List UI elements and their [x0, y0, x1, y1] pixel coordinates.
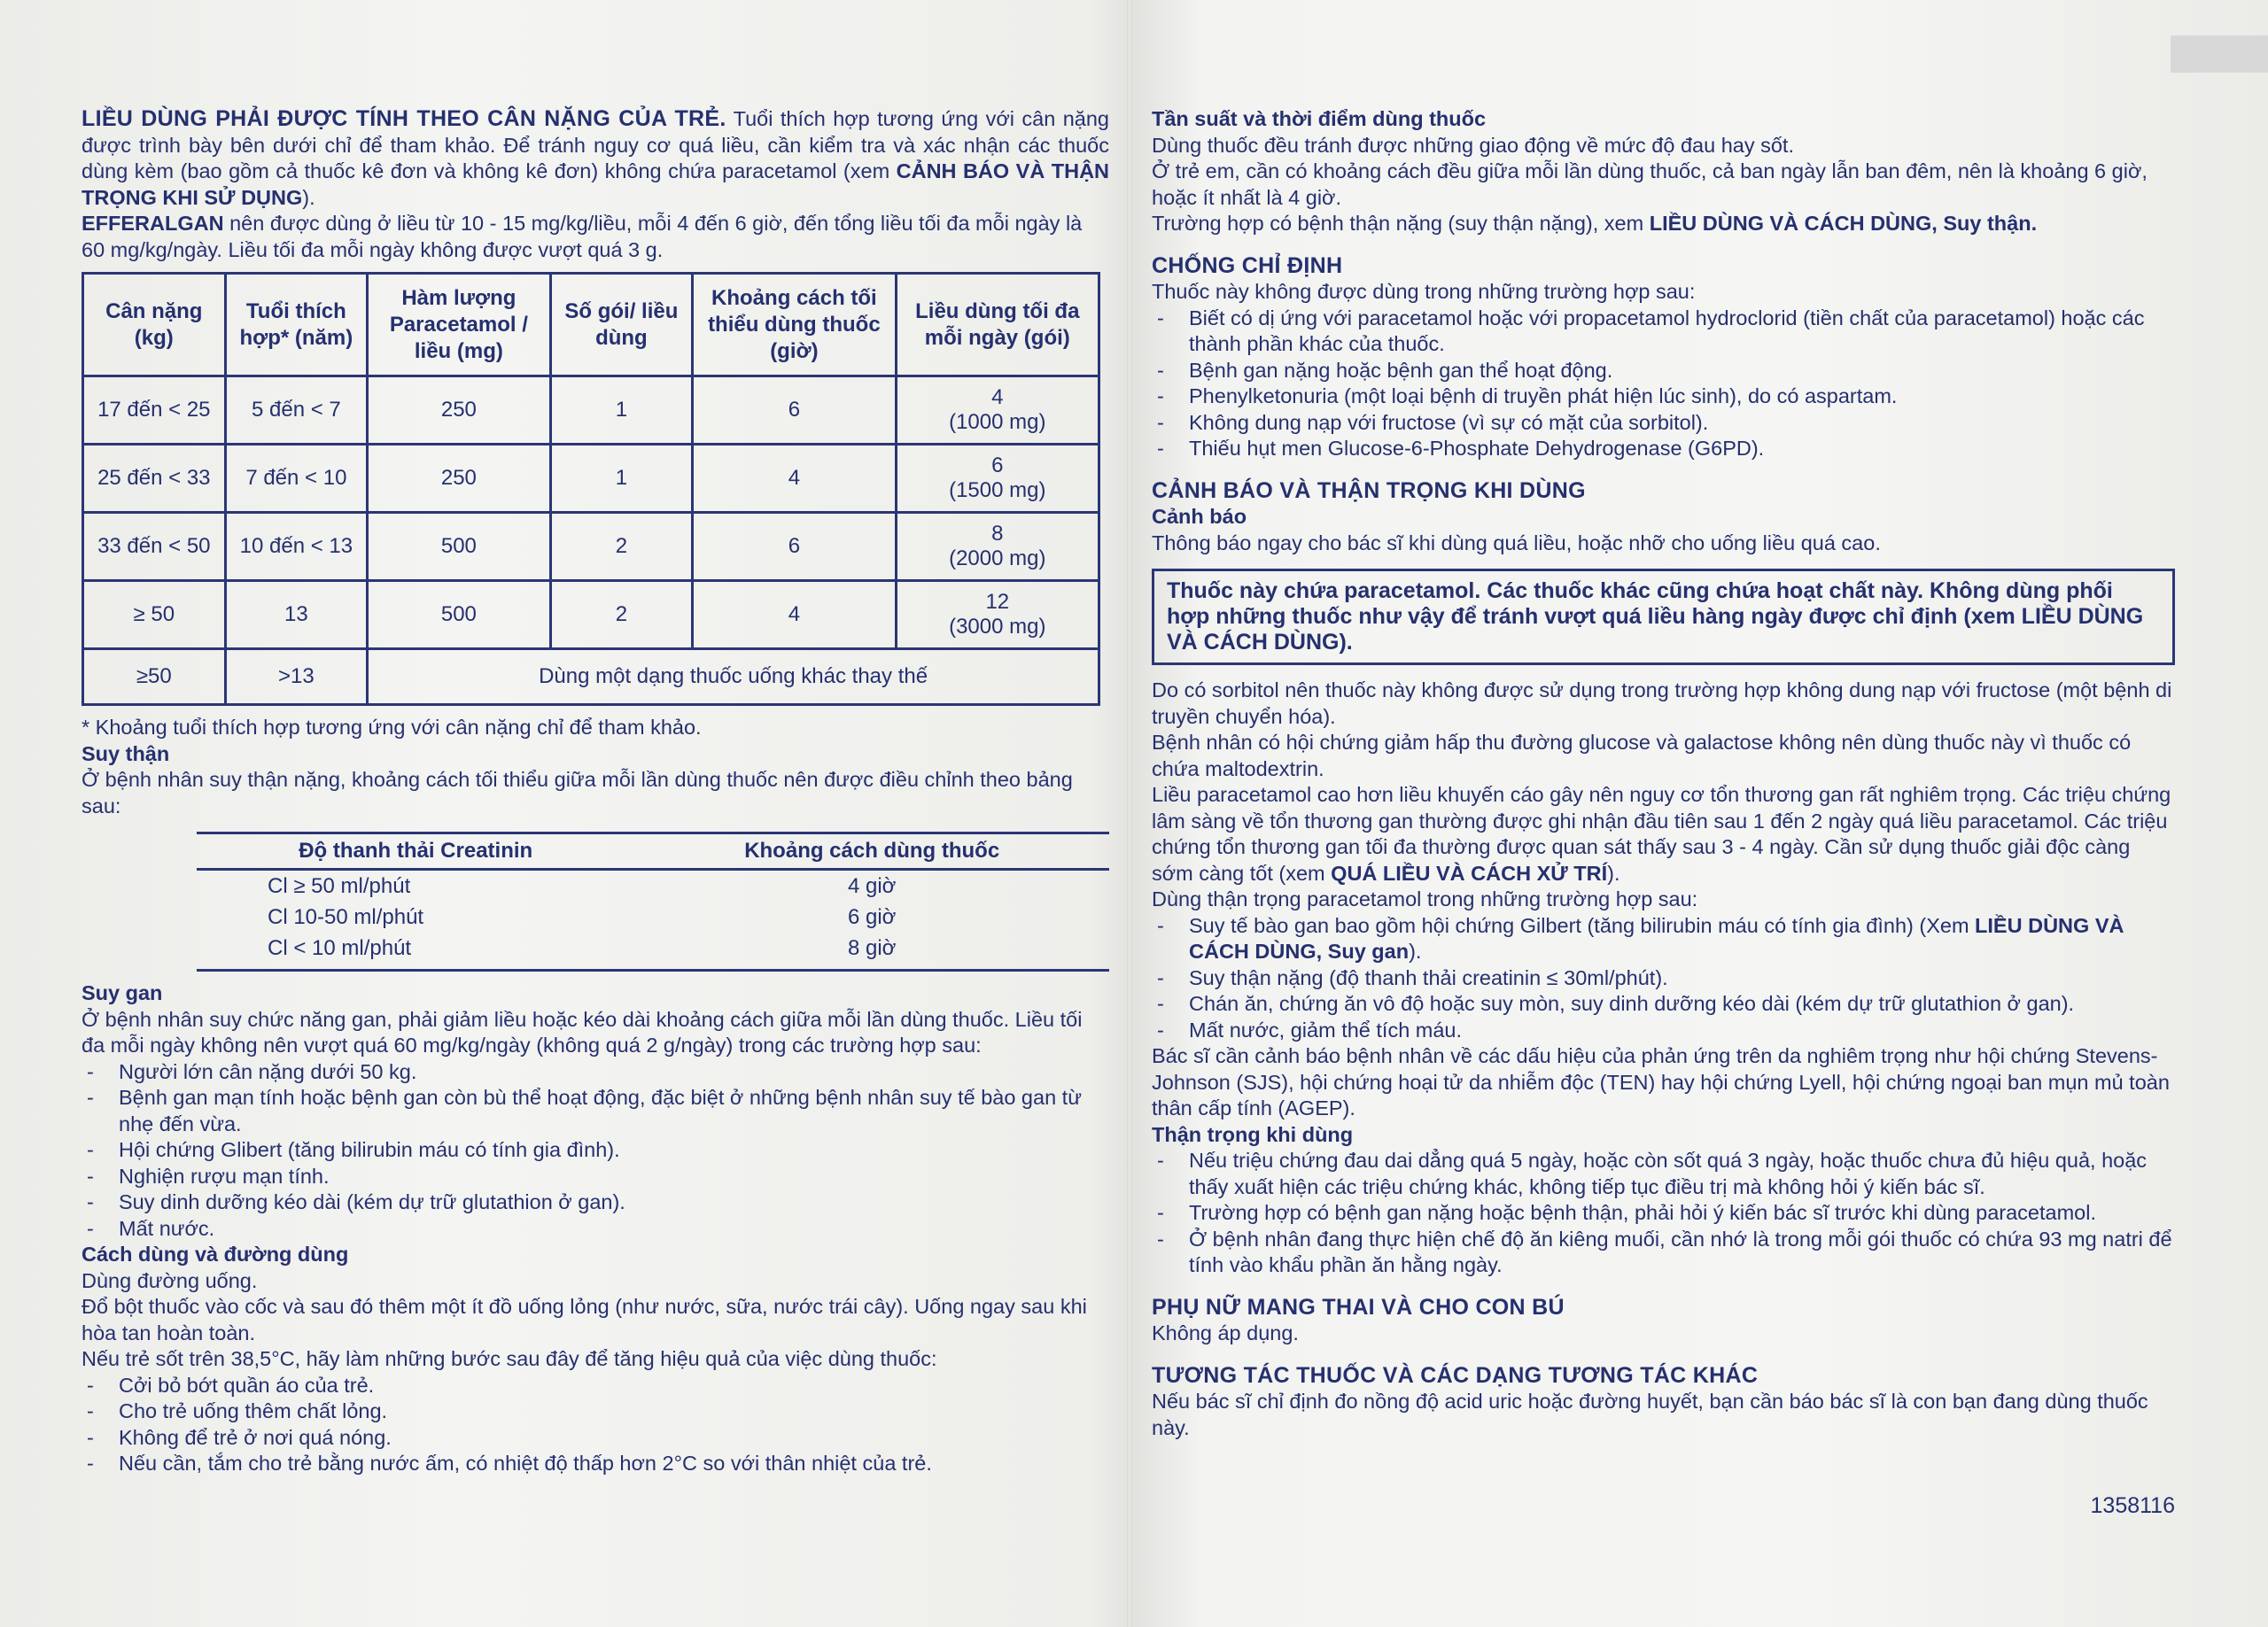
paracetamol-warning-box: Thuốc này chứa paracetamol. Các thuốc khác cũng chứa hoạt chất này. Không dùng phối hợp những thuốc như vậy để tránh vượt quá liều hàng ngày được chỉ định (xem LIỀU DÙNG VÀ CÁCH DÙNG). [1152, 569, 2175, 665]
right-column: Tần suất và thời điểm dùng thuốc Dùng thuốc đều tránh được những giao động về mức độ đau hay sốt. Ở trẻ em, cần có khoảng cách đều giữa mỗi lần dùng thuốc, cả ban ngày lẫn ban đêm, nên là khoảng 6 giờ, hoặc ít nhất là 4 giờ. Trường hợp có bệnh thận nặng (suy thận nặng), xem LIỀU DÙNG VÀ CÁCH DÙNG, Suy thận. CHỐNG CHỈ ĐỊNH Thuốc này không được dùng trong những trường hợp sau: - Biết có dị ứng với paracetamol hoặc với propacetamol hydroclorid (tiền chất của paracetamol) hoặc các thành phần khác của thuốc. - Bệnh gan nặng hoặc bệnh gan thể hoạt động. - Phenylketonuria (một loại bệnh di truyền phát hiện lúc sinh), do có aspartam. - Không dung nạp với fructose (vì sự có mặt của sorbitol). - Thiếu hụt men Glucose-6-Phosphate Dehydrogenase (G6PD). CẢNH BÁO VÀ THẬN TRỌNG KHI DÙNG Cảnh báo Thông báo ngay cho bác sĩ khi dùng quá liều, hoặc nhỡ cho uống liều quá cao. Thuốc này chứa paracetamol. Các thuốc khác cũng chứa hoạt chất này. Không dùng phối hợp những thuốc như vậy để tránh vượt quá liều hàng ngày được chỉ định (xem LIỀU DÙNG VÀ CÁCH DÙNG). Do có sorbitol nên thuốc này không được sử dụng trong trường hợp không dung nạp với fructose (một bệnh di truyền chuyển hóa). Bệnh nhân có hội chứng giảm hấp thu đường glucose và galactose không nên dùng thuốc này vì thuốc có chứa maltodextrin. Liều paracetamol cao hơn liều khuyến cáo gây nên nguy cơ tổn thương gan rất nghiêm trọng. Các triệu chứng lâm sàng về tổn thương gan thường được ghi nhận đầu tiên sau 1 đến 2 ngày quá liều paracetamol. Các triệu chứng tổn thương gan tối đa thường được quan sát thấy sau 3 - 4 ngày. Cần sử dụng thuốc giải độc càng sớm càng tốt (xem QUÁ LIỀU VÀ CÁCH XỬ TRÍ). Dùng thận trọng paracetamol trong những trường hợp sau: - Suy tế bào gan bao gồm hội chứng Gilbert (tăng bilirubin máu có tính gia đình) (Xem LIỀU DÙNG VÀ CÁCH DÙNG, Suy gan). - Suy thận nặng (độ thanh thải creatinin ≤ 30ml/phút). - Chán ăn, chứng ăn vô độ hoặc suy mòn, suy dinh dưỡng kéo dài (kém dự trữ glutathion ở gan). - Mất nước, giảm thể tích máu. Bác sĩ cần cảnh báo bệnh nhân về các dấu hiệu của phản ứng trên da nghiêm trọng như hội chứng Stevens-Johnson (SJS), hội chứng hoại tử da nhiễm độc (TEN) hay hội chứng Lyell, hội chứng ngoại ban mụn mủ toàn thân cấp tính (AGEP). Thận trọng khi dùng - Nếu triệu chứng đau dai dẳng quá 5 ngày, hoặc còn sốt quá 3 ngày, hoặc thuốc chưa đủ hiệu quả, hoặc thấy xuất hiện các triệu chứng khác, không tiếp tục điều trị mà không hỏi ý kiến bác sĩ. - Trường hợp có bệnh gan nặng hoặc bệnh thận, phải hỏi ý kiến bác sĩ trước khi dùng paracetamol. - Ở bệnh nhân đang thực hiện chế độ ăn kiêng muối, cần nhớ là trong mỗi gói thuốc có chứa 93 mg natri để tính vào khẩu phần ăn hằng ngày. PHỤ NỮ MANG THAI VÀ CHO CON BÚ Không áp dụng. TƯƠNG TÁC THUỐC VÀ CÁC DẠNG TƯƠNG TÁC KHÁC Nếu bác sĩ chỉ định đo nồng độ acid uric hoặc đường huyết, bạn cần báo bác sĩ là con bạn đang dùng thuốc này. [1152, 106, 2175, 1441]
brand-name: EFFERALGAN [82, 212, 224, 235]
contra-list [1152, 306, 2175, 462]
table-row: 33 đến < 50 10 đến < 13 500 2 6 8 (2000 mg) [83, 513, 1099, 581]
list-item: - Trường hợp có bệnh gan nặng hoặc bệnh thận, phải hỏi ý kiến bác sĩ trước khi dùng paracetamol. [1152, 1200, 2175, 1227]
list-item: - Suy thận nặng (độ thanh thải creatinin ≤ 30ml/phút). [1152, 965, 2175, 992]
left-column [82, 106, 1109, 1477]
renal-title: Suy thận [82, 741, 170, 765]
admin-line: Nếu trẻ sốt trên 38,5°C, hãy làm những bước sau đây để tăng hiệu quả của việc dùng thuốc: [82, 1347, 937, 1370]
warnings-title: CẢNH BÁO VÀ THẬN TRỌNG KHI DÙNG [1152, 477, 1586, 503]
list-item: - Thiếu hụt men Glucose-6-Phosphate Dehydrogenase (G6PD). [1152, 436, 2175, 462]
col-header: Liều dùng tối đa mỗi ngày (gói) [896, 274, 1099, 376]
col-header: Hàm lượng Paracetamol / liều (mg) [368, 274, 550, 376]
col-header: Tuổi thích hợp* (năm) [225, 274, 368, 376]
list-item: - Bệnh gan nặng hoặc bệnh gan thể hoạt động. [1152, 358, 2175, 384]
col-header: Số gói/ liều dùng [550, 274, 693, 376]
list-item: - Suy tế bào gan bao gồm hội chứng Gilbert (tăng bilirubin máu có tính gia đình) (Xem LIỀU DÙNG VÀ CÁCH DÙNG, Suy gan). [1152, 913, 2175, 965]
precaution-title: Thận trọng khi dùng [1152, 1122, 1354, 1146]
table-row: 25 đến < 33 7 đến < 10 250 1 4 6 (1500 mg) [83, 445, 1099, 513]
renal-table [197, 832, 1109, 972]
col-header: Cân nặng (kg) [83, 274, 226, 376]
table-row: ≥ 50 13 500 2 4 12 (3000 mg) [83, 581, 1099, 649]
dosing-intro: LIỀU DÙNG PHẢI ĐƯỢC TÍNH THEO CÂN NẶNG CỦA TRẺ. Tuổi thích hợp tương ứng với cân nặng được trình bày bên dưới chỉ để tham khảo. Để tránh nguy cơ quá liều, cần kiểm tra và xác nhận các thuốc dùng kèm (bao gồm cả thuốc kê đơn và không kê đơn) không chứa paracetamol (xem CẢNH BÁO VÀ THẬN TRỌNG KHI SỬ DỤNG). [82, 106, 1110, 209]
list-item: - Không để trẻ ở nơi quá nóng. [82, 1425, 1109, 1452]
list-item: - Bệnh gan mạn tính hoặc bệnh gan còn bù thể hoạt động, đặc biệt ở những bệnh nhân suy tế bào gan từ nhẹ đến vừa. [82, 1085, 1109, 1137]
list-item: - Nếu triệu chứng đau dai dẳng quá 5 ngày, hoặc còn sốt quá 3 ngày, hoặc thuốc chưa đủ hiệu quả, hoặc thấy xuất hiện các triệu chứng khác, không tiếp tục điều trị mà không hỏi ý kiến bác sĩ. [1152, 1148, 2175, 1200]
renal-ref: LIỀU DÙNG VÀ CÁCH DÙNG, Suy thận. [1649, 212, 2038, 235]
col-header: Khoảng cách dùng thuốc [634, 833, 1109, 870]
col-header: Độ thanh thải Creatinin [197, 833, 634, 870]
list-item: - Mất nước. [82, 1216, 1109, 1243]
precaution-list [1152, 1148, 2175, 1279]
renal-text: Ở bệnh nhân suy thận nặng, khoảng cách tối thiểu giữa mỗi lần dùng thuốc nên được điều chỉnh theo bảng sau: [82, 768, 1073, 817]
age-footnote: * Khoảng tuổi thích hợp tương ứng với cân nặng chỉ để tham khảo. [82, 716, 702, 739]
list-item: - Biết có dị ứng với paracetamol hoặc với propacetamol hydroclorid (tiền chất của paracetamol) hoặc các thành phần khác của thuốc. [1152, 306, 2175, 358]
admin-line: Dùng đường uống. [82, 1268, 258, 1292]
list-item: - Cho trẻ uống thêm chất lỏng. [82, 1398, 1109, 1425]
table-row: 17 đến < 25 5 đến < 7 250 1 6 4 (1000 mg) [83, 376, 1099, 445]
table-row: Cl < 10 ml/phút 8 giờ [197, 933, 1109, 971]
dose-table [82, 272, 1100, 706]
admin-line: Đổ bột thuốc vào cốc và sau đó thêm một ít đồ uống lỏng (như nước, sữa, nước trái cây). Uống ngay sau khi hòa tan hoàn toàn. [82, 1295, 1087, 1344]
list-item: - Chán ăn, chứng ăn vô độ hoặc suy mòn, suy dinh dưỡng kéo dài (kém dự trữ glutathion ở gan). [1152, 991, 2175, 1018]
hepatic-title: Suy gan [82, 981, 163, 1004]
warnings-subtitle: Cảnh báo [1152, 505, 1247, 528]
hepatic-text: Ở bệnh nhân suy chức năng gan, phải giảm liều hoặc kéo dài khoảng cách giữa mỗi lần dùng thuốc. Liều tối đa mỗi ngày không nên vượt quá 60 mg/kg/ngày (không quá 2 g/ngày) trong các trường hợp sau: [82, 1007, 1083, 1057]
warnings-ref: CẢNH BÁO VÀ THẬN TRỌNG KHI SỬ DỤNG [82, 159, 1110, 209]
list-item: - Nghiện rượu mạn tính. [82, 1164, 1109, 1190]
page-tab [2171, 35, 2268, 73]
admin-title: Cách dùng và đường dùng [82, 1243, 349, 1266]
table-row: ≥50 >13 Dùng một dạng thuốc uống khác thay thế [83, 649, 1099, 705]
list-item: - Hội chứng Glibert (tăng bilirubin máu có tính gia đình). [82, 1137, 1109, 1164]
caution-list [1152, 913, 2175, 1044]
frequency-title: Tần suất và thời điểm dùng thuốc [1152, 107, 1487, 130]
hepatic-list [82, 1059, 1109, 1243]
list-item: - Mất nước, giảm thể tích máu. [1152, 1018, 2175, 1044]
dosing-heading: LIỀU DÙNG PHẢI ĐƯỢC TÍNH THEO CÂN NẶNG CỦA TRẺ. [82, 106, 726, 131]
fever-list [82, 1373, 1109, 1477]
list-item: - Suy dinh dưỡng kéo dài (kém dự trữ glutathion ở gan). [82, 1189, 1109, 1216]
list-item: - Nếu cần, tắm cho trẻ bằng nước ấm, có nhiệt độ thấp hơn 2°C so với thân nhiệt của trẻ. [82, 1451, 1109, 1477]
list-item: - Cởi bỏ bớt quần áo của trẻ. [82, 1373, 1109, 1399]
list-item: - Ở bệnh nhân đang thực hiện chế độ ăn kiêng muối, cần nhớ là trong mỗi gói thuốc có chứa 93 mg natri để tính vào khẩu phần ăn hằng ngày. [1152, 1227, 2175, 1279]
col-header: Khoảng cách tối thiểu dùng thuốc (giờ) [693, 274, 896, 376]
interactions-title: TƯƠNG TÁC THUỐC VÀ CÁC DẠNG TƯƠNG TÁC KHÁC [1152, 1362, 1759, 1388]
fold-crease [1127, 0, 1132, 1627]
pregnancy-title: PHỤ NỮ MANG THAI VÀ CHO CON BÚ [1152, 1294, 1565, 1320]
dosing-rule: EFFERALGAN nên được dùng ở liều từ 10 - 15 mg/kg/liều, mỗi 4 đến 6 giờ, đến tổng liều tối đa mỗi ngày là 60 mg/kg/ngày. Liều tối đa mỗi ngày không được vượt quá 3 g. [82, 212, 1083, 261]
list-item: - Không dung nạp với fructose (vì sự có mặt của sorbitol). [1152, 410, 2175, 437]
overdose-ref: QUÁ LIỀU VÀ CÁCH XỬ TRÍ [1331, 861, 1608, 885]
list-item: - Người lớn cân nặng dưới 50 kg. [82, 1059, 1109, 1086]
dose-table-header [83, 274, 1099, 376]
print-code: 1358116 [2090, 1493, 2175, 1518]
list-item: - Phenylketonuria (một loại bệnh di truyền phát hiện lúc sinh), do có aspartam. [1152, 384, 2175, 410]
contra-title: CHỐNG CHỈ ĐỊNH [1152, 252, 1343, 278]
table-row: Cl 10-50 ml/phút 6 giờ [268, 905, 897, 929]
table-row: Cl ≥ 50 ml/phút 4 giờ [268, 874, 897, 898]
